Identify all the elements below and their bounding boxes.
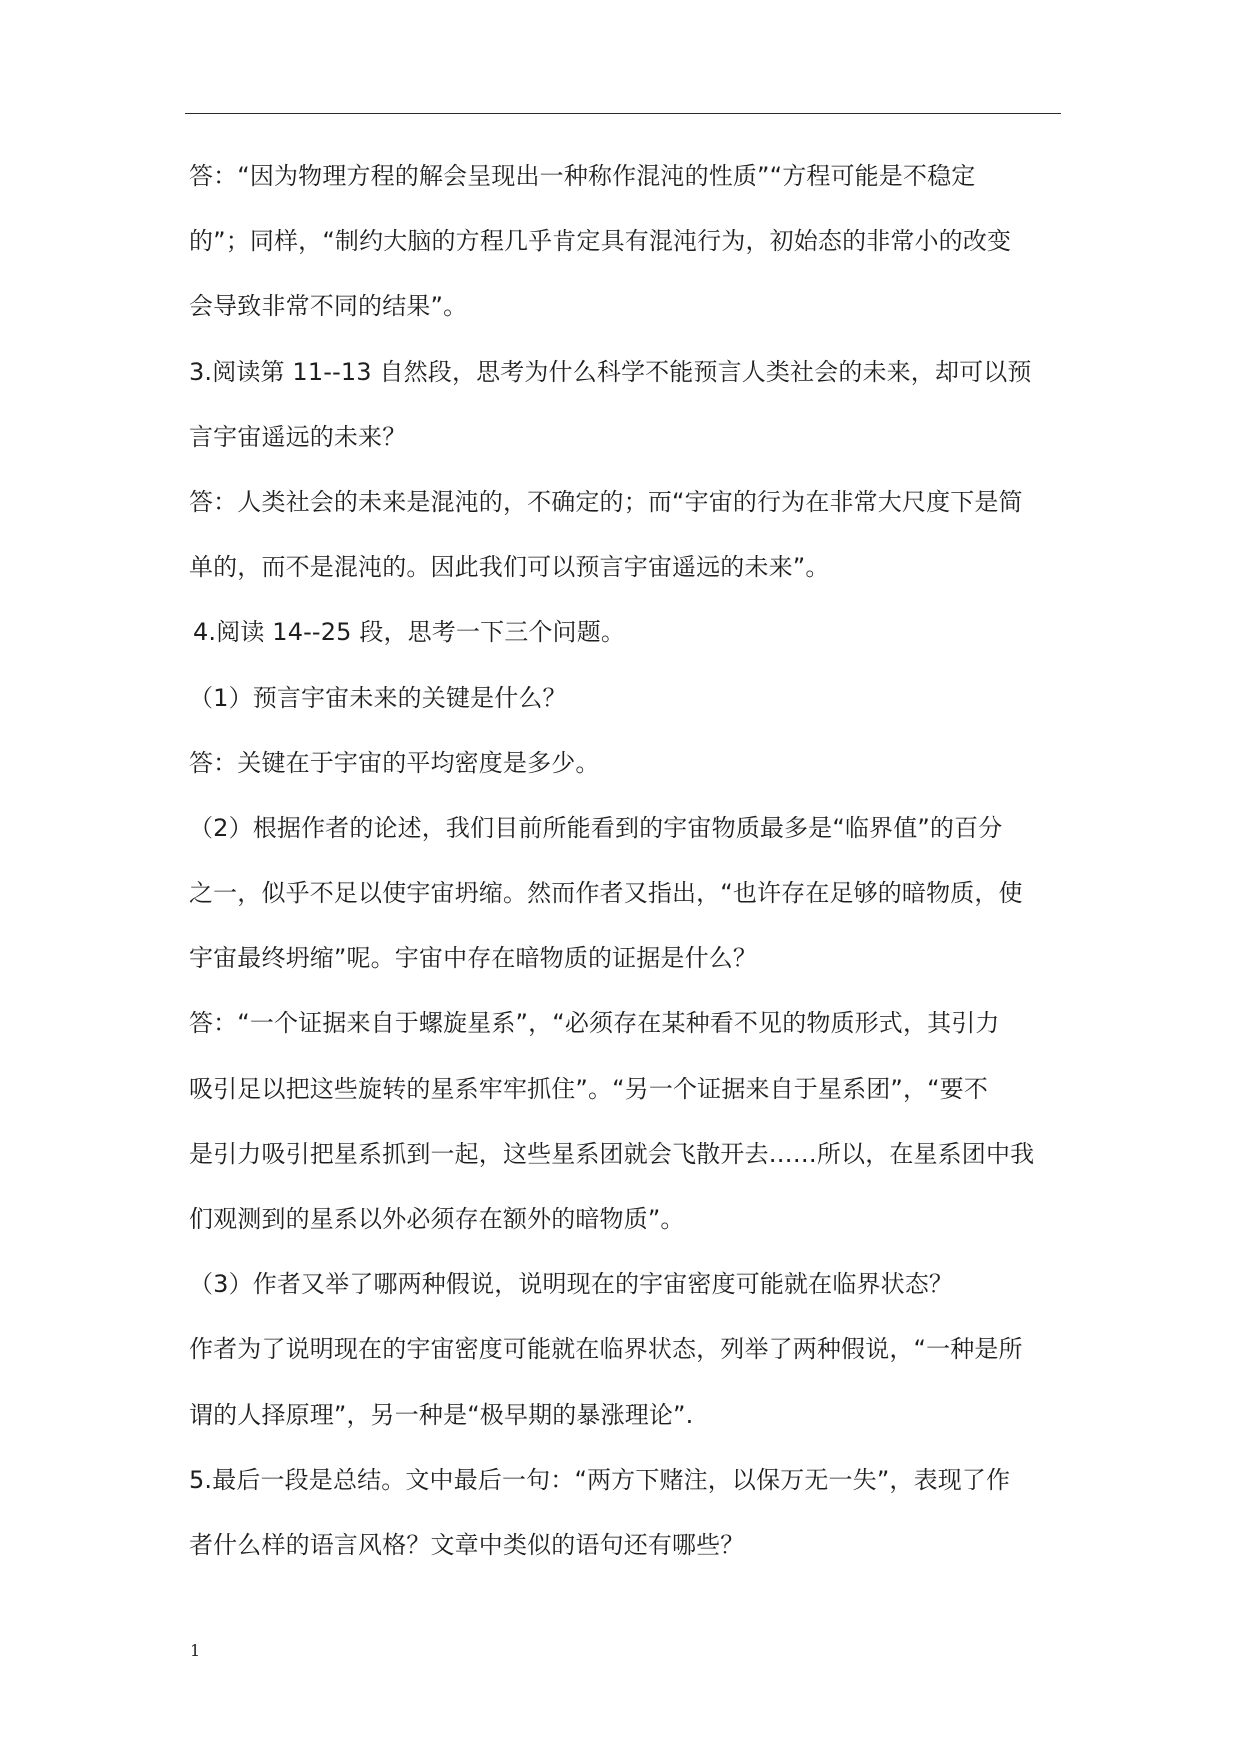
text-line: 宇宙最终坍缩”呢。宇宙中存在暗物质的证据是什么？ [189,944,758,973]
text-line: 单的，而不是混沌的。因此我们可以预言宇宙遥远的未来”。 [189,553,830,582]
text-line: 5.最后一段是总结。文中最后一句：“两方下赌注，以保万无一失”，表现了作 [189,1465,1011,1494]
text-line: 们观测到的星系以外必须存在额外的暗物质”。 [189,1205,685,1233]
text-line: 答：关键在于宇宙的平均密度是多少。 [189,748,600,777]
document-body [189,162,1064,1596]
text-line: 答：“一个证据来自于螺旋星系”，“必须存在某种看不见的物质形式，其引力 [189,1009,1000,1038]
text-line: 吸引足以把这些旋转的星系牢牢抓住”。“另一个证据来自于星系团”，“要不 [189,1074,988,1103]
text-line: 3.阅读第 11--13 自然段，思考为什么科学不能预言人类社会的未来，却可以预 [189,357,1032,386]
text-line: 答：人类社会的未来是混沌的，不确定的；而“宇宙的行为在非常大尺度下是简 [189,487,1023,516]
text-line: 谓的人择原理”，另一种是“极早期的暴涨理论”. [189,1400,694,1429]
text-line: 者什么样的语言风格？文章中类似的语句还有哪些？ [189,1530,745,1559]
text-line: （1）预言宇宙未来的关键是什么？ [189,683,567,712]
text-line: 言宇宙遥远的未来？ [189,422,407,451]
text-line: 会导致非常不同的结果”。 [189,292,468,321]
text-line: 作者为了说明现在的宇宙密度可能就在临界状态，列举了两种假说，“一种是所 [189,1335,1023,1364]
text-line: （2）根据作者的论述，我们目前所能看到的宇宙物质最多是“临界值”的百分 [189,813,1003,842]
text-line: 4.阅读 14--25 段，思考一下三个问题。 [193,618,626,647]
page-number: 1 [190,1641,201,1660]
text-line: 是引力吸引把星系抓到一起，这些星系团就会飞散开去……所以，在星系团中我 [189,1139,1035,1168]
text-line: 之一，似乎不足以使宇宙坍缩。然而作者又指出，“也许存在足够的暗物质，使 [189,879,1023,908]
text-line: （3）作者又举了哪两种假说，说明现在的宇宙密度可能就在临界状态？ [189,1270,954,1299]
text-line: 答：“因为物理方程的解会呈现出一种称作混沌的性质”“方程可能是不稳定 [189,162,976,190]
text-line: 的”；同样，“制约大脑的方程几乎肯定具有混沌行为，初始态的非常小的改变 [189,227,1012,256]
header-rule [185,113,1061,114]
